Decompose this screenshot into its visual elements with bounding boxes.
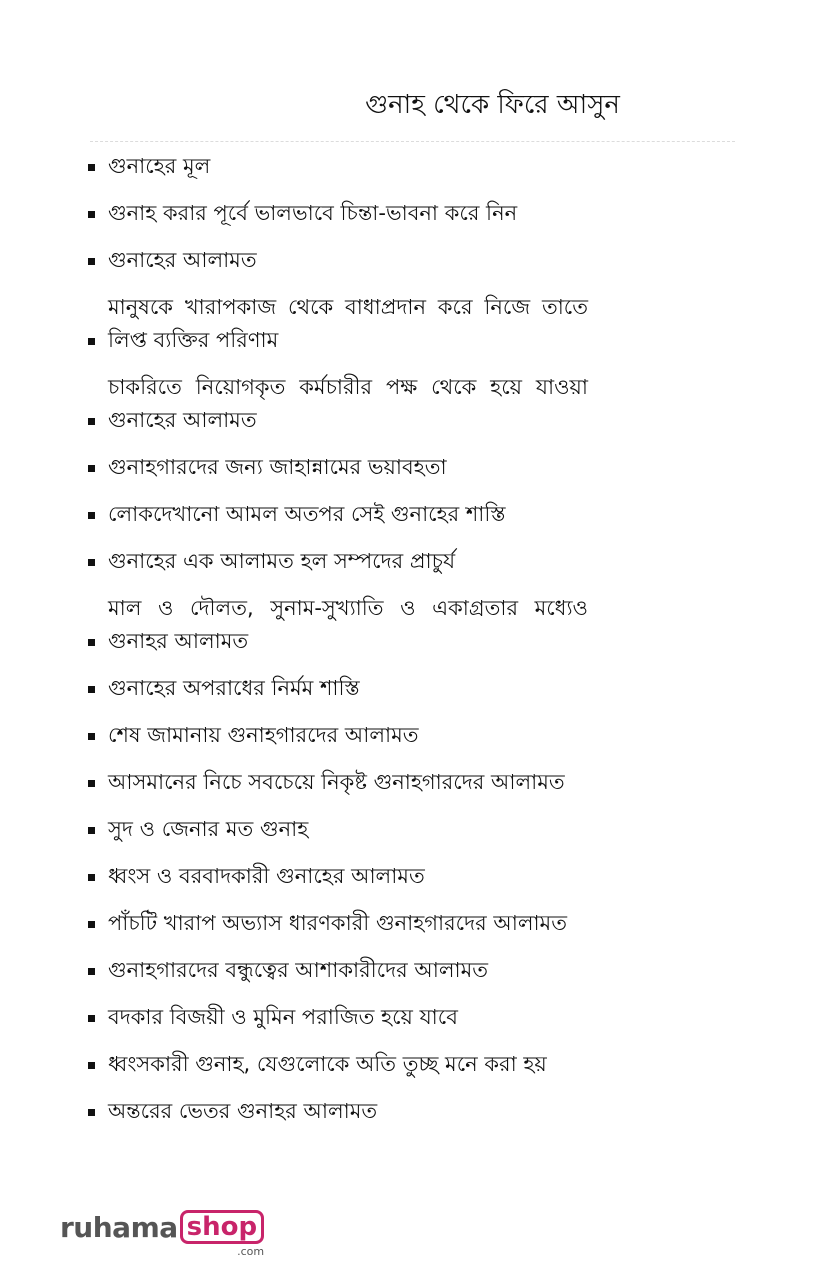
title-divider [90, 141, 735, 142]
list-item-text: মানুষকে খারাপকাজ থেকে বাধাপ্রদান করে নিজে তাতে লিপ্ত ব্যক্তির পরিণাম [108, 295, 588, 352]
ruhamashop-logo [60, 1210, 264, 1260]
bullet-icon [88, 1062, 95, 1069]
list-item-text: পাঁচটি খারাপ অভ্যাস ধারণকারী গুনাহগারদের আলামত [108, 911, 567, 935]
list-item-text: লোকদেখানো আমল অতপর সেই গুনাহের শাস্তি [108, 502, 506, 526]
list-item [88, 813, 588, 846]
list-item [88, 1048, 588, 1081]
list-item [88, 766, 588, 799]
list-item-text: চাকরিতে নিয়োগকৃত কর্মচারীর পক্ষ থেকে হয়ে যাওয়া গুনাহের আলামত [108, 375, 588, 432]
table-of-contents [88, 150, 588, 1142]
list-item-text: গুনাহ করার পূর্বে ভালভাবে চিন্তা-ভাবনা করে নিন [108, 201, 518, 225]
bullet-icon [88, 874, 95, 881]
list-item-text: গুনাহের আলামত [108, 248, 257, 272]
list-item [88, 244, 588, 277]
bullet-icon [88, 211, 95, 218]
list-item [88, 451, 588, 484]
list-item [88, 498, 588, 531]
list-item-text: গুনাহের মূল [108, 154, 211, 178]
list-item [88, 1001, 588, 1034]
logo-domain: .com [237, 1245, 265, 1258]
logo-brand-name: ruhama [60, 1211, 178, 1244]
list-item [88, 545, 588, 578]
list-item-text: বদকার বিজয়ী ও মুমিন পরাজিত হয়ে যাবে [108, 1005, 458, 1029]
list-item-text: মাল ও দৌলত, সুনাম-সুখ্যাতি ও একাগ্রতার মধ্যেও গুনাহর আলামত [108, 596, 588, 653]
list-item [88, 907, 588, 940]
list-item [88, 860, 588, 893]
bullet-icon [88, 418, 95, 425]
list-item [88, 954, 588, 987]
list-item [88, 1095, 588, 1128]
list-item-text: গুনাহের অপরাধের নির্মম শাস্তি [108, 676, 360, 700]
bullet-icon [88, 338, 95, 345]
list-item-text: গুনাহগারদের বন্ধুত্বের আশাকারীদের আলামত [108, 958, 489, 982]
list-item [88, 719, 588, 752]
bullet-icon [88, 968, 95, 975]
list-item-text: অন্তরের ভেতর গুনাহর আলামত [108, 1099, 378, 1123]
bullet-icon [88, 639, 95, 646]
bullet-icon [88, 827, 95, 834]
list-item-text: গুনাহগারদের জন্য জাহান্নামের ভয়াবহতা [108, 455, 447, 479]
bullet-icon [88, 1015, 95, 1022]
list-item-text: সুদ ও জেনার মত গুনাহ [108, 817, 309, 841]
list-item [88, 197, 588, 230]
list-item-text: ধ্বংসকারী গুনাহ, যেগুলোকে অতি তুচ্ছ মনে করা হয় [108, 1052, 547, 1076]
bullet-icon [88, 512, 95, 519]
bullet-icon [88, 465, 95, 472]
list-item [88, 150, 588, 183]
page-title: গুনাহ থেকে ফিরে আসুন [365, 90, 620, 120]
bullet-icon [88, 686, 95, 693]
list-item [88, 592, 588, 658]
bullet-icon [88, 733, 95, 740]
list-item-text: শেষ জামানায় গুনাহগারদের আলামত [108, 723, 419, 747]
bullet-icon [88, 164, 95, 171]
list-item [88, 291, 588, 357]
list-item-text: ধ্বংস ও বরবাদকারী গুনাহের আলামত [108, 864, 425, 888]
bullet-icon [88, 780, 95, 787]
list-item [88, 672, 588, 705]
bullet-icon [88, 559, 95, 566]
bullet-icon [88, 258, 95, 265]
bullet-icon [88, 921, 95, 928]
bullet-icon [88, 1109, 95, 1116]
list-item-text: আসমানের নিচে সবচেয়ে নিকৃষ্ট গুনাহগারদের আলামত [108, 770, 565, 794]
list-item-text: গুনাহের এক আলামত হল সম্পদের প্রাচুর্য [108, 549, 456, 573]
list-item [88, 371, 588, 437]
logo-shop-badge: shop [180, 1210, 264, 1244]
logo-shop-block [178, 1210, 264, 1258]
